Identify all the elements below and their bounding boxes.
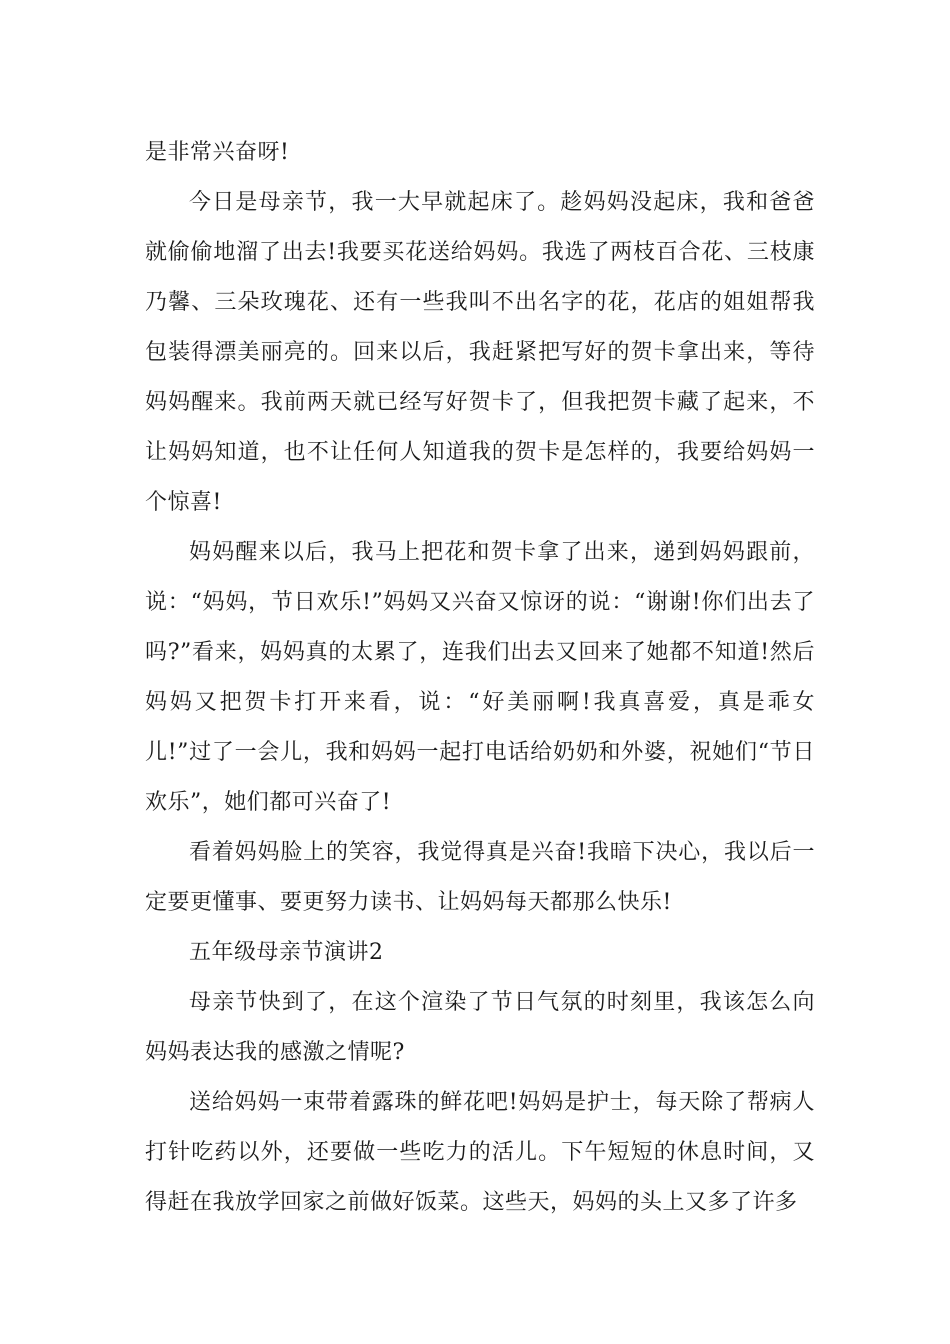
document-body	[145, 128, 815, 1228]
paragraph-resolution: 看着妈妈脸上的笑容，我觉得真是兴奋!我暗下决心，我以后一定要更懂事、要更努力读书、让妈妈每天都那么快乐!	[145, 840, 815, 915]
paragraph-gift: 妈妈醒来以后，我马上把花和贺卡拿了出来，递到妈妈跟前，说：“妈妈，节日欢乐!”妈妈又兴奋又惊讶的说：“谢谢!你们出去了吗?”看来，妈妈真的太累了，连我们出去又回来了她都不知道!然后妈妈又把贺卡打开来看，说：“好美丽啊!我真喜爱，真是乖女儿!”过了一会儿，我和妈妈一起打电话给奶奶和外婆，祝她们“节日欢乐”，她们都可兴奋了!	[145, 540, 815, 815]
paragraph-intro: 母亲节快到了，在这个渲染了节日气氛的时刻里，我该怎么向妈妈表达我的感激之情呢?	[145, 990, 815, 1065]
paragraph-continuation: 是非常兴奋呀!	[145, 140, 290, 165]
section-heading: 五年级母亲节演讲2	[189, 940, 384, 965]
paragraph-morning: 今日是母亲节，我一大早就起床了。趁妈妈没起床，我和爸爸就偷偷地溜了出去!我要买花送给妈妈。我选了两枝百合花、三枝康乃馨、三朵玫瑰花、还有一些我叫不出名字的花，花店的姐姐帮我包装得漂美丽亮的。回来以后，我赶紧把写好的贺卡拿出来，等待妈妈醒来。我前两天就已经写好贺卡了，但我把贺卡藏了起来，不让妈妈知道，也不让任何人知道我的贺卡是怎样的，我要给妈妈一个惊喜!	[145, 190, 815, 515]
paragraph-flowers: 送给妈妈一束带着露珠的鲜花吧!妈妈是护士，每天除了帮病人打针吃药以外，还要做一些吃力的活儿。下午短短的休息时间，又得赶在我放学回家之前做好饭菜。这些天，妈妈的头上又多了许多	[145, 1090, 815, 1215]
